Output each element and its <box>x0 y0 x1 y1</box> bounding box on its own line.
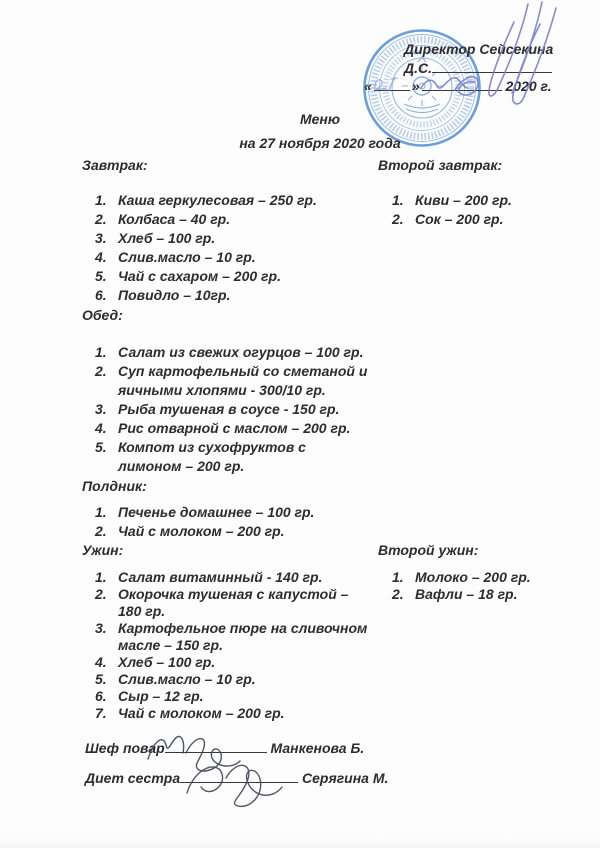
section-heading-breakfast: Завтрак: <box>82 157 148 173</box>
quote-close: » <box>411 78 420 94</box>
month-blank-line <box>422 77 502 91</box>
section-heading-dinner: Ужин: <box>82 542 124 558</box>
director-initials-line <box>404 59 552 76</box>
menu-item: Слив.масло – 10 гр. <box>118 249 256 265</box>
diet-label: Диет сестра <box>85 770 181 786</box>
menu-list-dinner <box>95 569 373 722</box>
menu-item: Картофельное пюре на сливочном масле – 150 гр. <box>118 620 368 653</box>
menu-item: Каша геркулесовая – 250 гр. <box>118 192 317 208</box>
menu-item: Рис отварной с маслом – 200 гр. <box>118 420 351 436</box>
chef-name: Манкенова Б. <box>270 740 365 756</box>
doc-subtitle: на 27 ноября 2020 года <box>239 135 401 151</box>
menu-item: Компот из сухофруктов с лимоном – 200 гр. <box>118 439 306 474</box>
day-blank-line <box>374 77 410 91</box>
menu-list-snack <box>95 503 373 541</box>
section-heading-lunch: Обед: <box>82 307 123 323</box>
menu-list-breakfast <box>95 191 373 305</box>
doc-title: Меню <box>299 111 340 127</box>
menu-item: Печенье домашнее – 100 гр. <box>118 504 315 520</box>
chef-label: Шеф повар <box>85 740 165 756</box>
chef-signature-line <box>165 739 267 753</box>
menu-list-second-dinner <box>392 569 562 603</box>
diet-signature-row <box>85 769 388 786</box>
title-block <box>80 111 560 151</box>
menu-item: Окорочка тушеная с капустой – 180 гр. <box>118 586 349 619</box>
section-heading-second-breakfast: Второй завтрак: <box>378 157 503 173</box>
section-heading-snack: Полдник: <box>82 478 147 494</box>
menu-item: Колбаса – 40 гр. <box>118 211 231 227</box>
director-initials: Д.С. <box>404 60 432 76</box>
menu-list-second-breakfast <box>392 191 562 229</box>
menu-item: Салат из свежих огурцов – 100 гр. <box>118 344 364 360</box>
menu-item: Салат витаминный - 140 гр. <box>118 569 323 585</box>
menu-item: Сыр – 12 гр. <box>118 688 204 704</box>
quote-open: « <box>364 78 372 94</box>
year-label: 2020 г. <box>505 78 552 94</box>
signature-blank-line <box>432 59 552 73</box>
menu-item: Хлеб – 100 гр. <box>118 230 216 246</box>
menu-item: Чай с молоком – 200 гр. <box>118 705 285 721</box>
menu-item: Чай с сахаром – 200 гр. <box>118 268 281 284</box>
menu-item: Слив.масло – 10 гр. <box>118 671 256 687</box>
menu-item: Хлеб – 100 гр. <box>118 654 216 670</box>
menu-item: Сок – 200 гр. <box>415 211 504 227</box>
menu-item: Вафли – 18 гр. <box>415 586 518 602</box>
diet-signature-line <box>180 769 298 783</box>
director-title-line: Директор Сейсекина <box>404 41 554 57</box>
menu-list-lunch <box>95 343 373 476</box>
date-line <box>362 77 552 94</box>
section-heading-second-dinner: Второй ужин: <box>378 542 479 558</box>
chef-signature-row <box>85 739 364 756</box>
menu-item: Киви – 200 гр. <box>415 192 512 208</box>
diet-name: Серягина М. <box>302 770 389 786</box>
menu-item: Суп картофельный со сметаной и яичными хлопями - 300/10 гр. <box>118 363 368 398</box>
menu-item: Молоко – 200 гр. <box>415 569 531 585</box>
menu-item: Повидло – 10гр. <box>118 287 231 303</box>
menu-item: Чай с молоком – 200 гр. <box>118 523 285 539</box>
menu-item: Рыба тушеная в соусе - 150 гр. <box>118 401 340 417</box>
